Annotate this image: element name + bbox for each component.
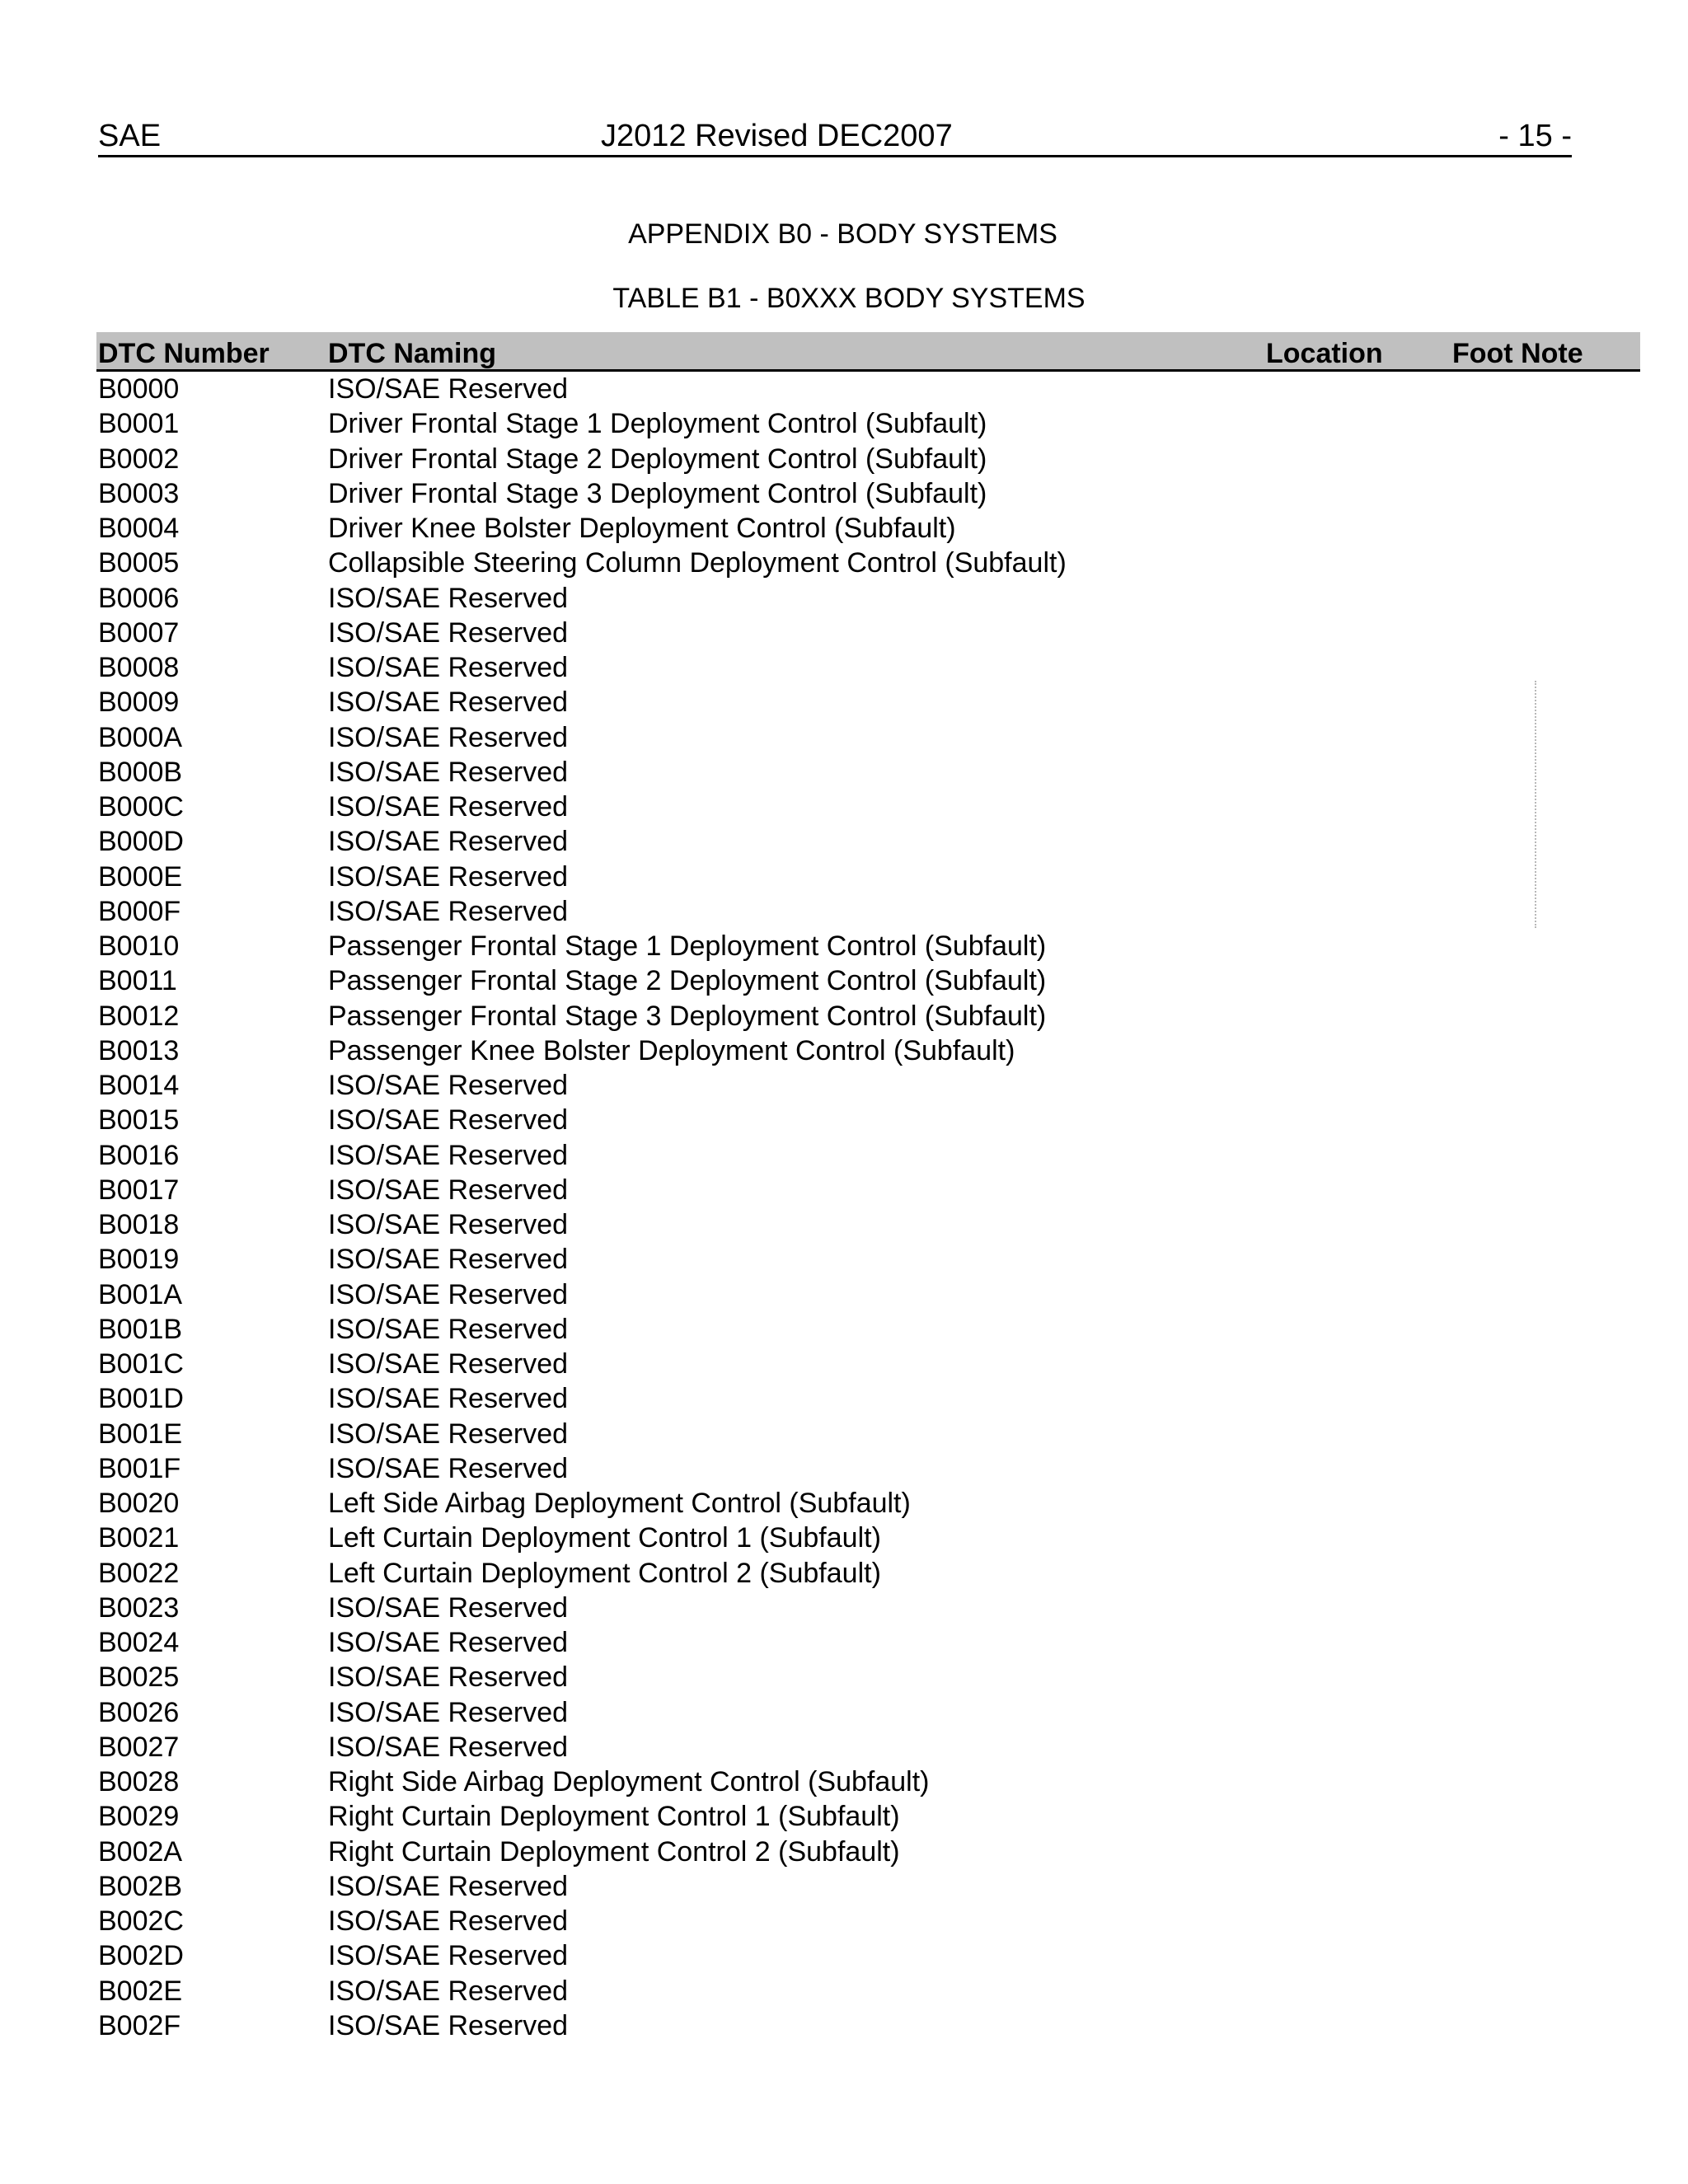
dtc-number-cell: B0021 (98, 1522, 180, 1554)
dtc-naming-cell: ISO/SAE Reserved (328, 1174, 569, 1206)
dtc-number-cell: B000E (98, 860, 183, 893)
dtc-number-cell: B0003 (98, 477, 180, 509)
dtc-number-cell: B0016 (98, 1139, 180, 1171)
column-header-dtc-number: DTC Number (98, 338, 270, 369)
table-row (96, 511, 1640, 546)
dtc-naming-cell: ISO/SAE Reserved (328, 1139, 569, 1171)
dtc-naming-cell: ISO/SAE Reserved (328, 1070, 569, 1101)
table-row (96, 1173, 1640, 1207)
dtc-number-cell: B002A (98, 1835, 183, 1868)
dtc-number-cell: B001D (98, 1383, 184, 1415)
dtc-naming-cell: Left Curtain Deployment Control 2 (Subfault) (328, 1557, 881, 1589)
dtc-number-cell: B001A (98, 1278, 183, 1310)
dtc-number-cell: B0008 (98, 652, 180, 683)
table-row (96, 1417, 1640, 1451)
dtc-naming-cell: ISO/SAE Reserved (328, 652, 569, 683)
table-row (96, 1312, 1640, 1347)
dtc-naming-cell: ISO/SAE Reserved (328, 1313, 569, 1345)
dtc-naming-cell: ISO/SAE Reserved (328, 582, 569, 614)
table-row (96, 999, 1640, 1033)
dtc-number-cell: B002B (98, 1870, 183, 1902)
table-row (96, 894, 1640, 929)
dtc-naming-cell: Driver Frontal Stage 1 Deployment Control (Subfault) (328, 408, 987, 440)
dtc-naming-cell: ISO/SAE Reserved (328, 373, 569, 405)
table-row (96, 442, 1640, 476)
dtc-number-cell: B002D (98, 1940, 184, 1972)
table-row (96, 1033, 1640, 1068)
dtc-naming-cell: ISO/SAE Reserved (328, 1627, 569, 1658)
table-row (96, 1556, 1640, 1591)
dtc-naming-cell: ISO/SAE Reserved (328, 1209, 569, 1240)
dtc-number-cell: B0002 (98, 443, 180, 475)
table-row (96, 1974, 1640, 2008)
table-row (96, 755, 1640, 790)
dtc-naming-cell: Right Curtain Deployment Control 1 (Subfault) (328, 1801, 900, 1833)
table-row (96, 1068, 1640, 1103)
dtc-number-cell: B0009 (98, 687, 180, 719)
dtc-naming-cell: ISO/SAE Reserved (328, 1905, 569, 1937)
table-row (96, 1103, 1640, 1137)
table-row (96, 476, 1640, 511)
header-page-number: - 15 - (1498, 119, 1572, 153)
dtc-naming-cell: ISO/SAE Reserved (328, 721, 569, 753)
table-row (96, 1347, 1640, 1381)
dtc-number-cell: B0028 (98, 1766, 180, 1797)
dtc-number-cell: B0024 (98, 1627, 180, 1658)
dtc-number-cell: B000A (98, 721, 183, 753)
table-row (96, 685, 1640, 719)
table-row (96, 1869, 1640, 1904)
table-row (96, 1242, 1640, 1277)
dtc-number-cell: B000B (98, 756, 183, 788)
dtc-naming-cell: ISO/SAE Reserved (328, 895, 569, 927)
dtc-naming-cell: ISO/SAE Reserved (328, 860, 569, 893)
column-header-dtc-naming: DTC Naming (328, 338, 496, 369)
dtc-number-cell: B001E (98, 1418, 183, 1450)
column-header-location: Location (1266, 338, 1383, 369)
dtc-number-cell: B0012 (98, 1000, 180, 1032)
table-row (96, 581, 1640, 616)
dtc-naming-cell: Driver Frontal Stage 3 Deployment Control (Subfault) (328, 477, 987, 509)
dtc-naming-cell: ISO/SAE Reserved (328, 687, 569, 719)
table-row (96, 1765, 1640, 1799)
dtc-naming-cell: Driver Frontal Stage 2 Deployment Control (Subfault) (328, 443, 987, 475)
appendix-title-text: APPENDIX B0 - BODY SYSTEMS (628, 218, 1057, 250)
dtc-naming-cell: ISO/SAE Reserved (328, 1870, 569, 1902)
dtc-number-cell: B001C (98, 1348, 184, 1380)
dtc-number-cell: B000C (98, 791, 184, 823)
table-row (96, 1904, 1640, 1938)
table-row (96, 1207, 1640, 1242)
scan-artifact (1535, 681, 1541, 928)
dtc-number-cell: B0007 (98, 616, 180, 649)
dtc-number-cell: B0001 (98, 408, 180, 440)
dtc-number-cell: B000D (98, 826, 184, 858)
dtc-naming-cell: Passenger Knee Bolster Deployment Control (Subfault) (328, 1034, 1015, 1066)
table-row (96, 929, 1640, 963)
dtc-number-cell: B0004 (98, 513, 180, 544)
table-body (96, 372, 1640, 2043)
dtc-number-cell: B0011 (98, 965, 177, 997)
dtc-naming-cell: ISO/SAE Reserved (328, 1244, 569, 1276)
dtc-number-cell: B0005 (98, 547, 180, 579)
dtc-naming-cell: Passenger Frontal Stage 2 Deployment Control (Subfault) (328, 965, 1047, 997)
dtc-naming-cell: ISO/SAE Reserved (328, 1661, 569, 1694)
dtc-naming-cell: ISO/SAE Reserved (328, 756, 569, 788)
dtc-naming-cell: ISO/SAE Reserved (328, 1104, 569, 1137)
table-row (96, 1277, 1640, 1312)
dtc-number-cell: B0013 (98, 1034, 180, 1066)
dtc-number-cell: B0006 (98, 582, 180, 614)
dtc-number-cell: B0025 (98, 1661, 180, 1694)
dtc-number-cell: B0020 (98, 1488, 180, 1519)
table-row (96, 406, 1640, 441)
dtc-number-cell: B0023 (98, 1591, 180, 1624)
table-title-text: TABLE B1 - B0XXX BODY SYSTEMS (612, 283, 1085, 314)
table-title (0, 283, 1688, 315)
header-document-id: J2012 Revised DEC2007 (601, 119, 953, 153)
table-row (96, 860, 1640, 894)
table-row (96, 1695, 1640, 1730)
column-header-foot-note: Foot Note (1452, 338, 1583, 369)
dtc-naming-cell: Passenger Frontal Stage 3 Deployment Control (Subfault) (328, 1000, 1047, 1032)
dtc-number-cell: B001B (98, 1313, 183, 1345)
dtc-number-cell: B0014 (98, 1070, 180, 1101)
table-row (96, 1521, 1640, 1555)
table-row (96, 824, 1640, 859)
dtc-naming-cell: ISO/SAE Reserved (328, 1731, 569, 1763)
dtc-naming-cell: ISO/SAE Reserved (328, 826, 569, 858)
dtc-naming-cell: Left Curtain Deployment Control 1 (Subfault) (328, 1522, 881, 1554)
dtc-number-cell: B0000 (98, 373, 180, 405)
dtc-number-cell: B000F (98, 895, 181, 927)
table-row (96, 720, 1640, 755)
dtc-number-cell: B0018 (98, 1209, 180, 1240)
dtc-number-cell: B0022 (98, 1557, 180, 1589)
dtc-number-cell: B002E (98, 1975, 183, 2007)
table-row (96, 616, 1640, 650)
dtc-naming-cell: Right Side Airbag Deployment Control (Subfault) (328, 1766, 930, 1797)
dtc-number-cell: B002F (98, 2009, 181, 2041)
dtc-naming-cell: ISO/SAE Reserved (328, 2009, 569, 2041)
table-row (96, 1381, 1640, 1416)
table-row (96, 1451, 1640, 1486)
table-row (96, 1938, 1640, 1973)
table-row (96, 1625, 1640, 1660)
dtc-naming-cell: Left Side Airbag Deployment Control (Subfault) (328, 1488, 911, 1519)
table-row (96, 790, 1640, 824)
table-row (96, 372, 1640, 406)
table-header-row (96, 332, 1640, 372)
table-row (96, 650, 1640, 685)
dtc-naming-cell: Right Curtain Deployment Control 2 (Subfault) (328, 1835, 900, 1868)
table-row (96, 963, 1640, 998)
appendix-title (0, 218, 1688, 251)
dtc-naming-cell: ISO/SAE Reserved (328, 1452, 569, 1484)
dtc-naming-cell: ISO/SAE Reserved (328, 616, 569, 649)
table-row (96, 1730, 1640, 1765)
dtc-naming-cell: ISO/SAE Reserved (328, 791, 569, 823)
dtc-naming-cell: ISO/SAE Reserved (328, 1278, 569, 1310)
dtc-naming-cell: ISO/SAE Reserved (328, 1383, 569, 1415)
table-row (96, 1591, 1640, 1625)
dtc-naming-cell: ISO/SAE Reserved (328, 1591, 569, 1624)
dtc-naming-cell: Collapsible Steering Column Deployment Control (Subfault) (328, 547, 1067, 579)
dtc-naming-cell: ISO/SAE Reserved (328, 1975, 569, 2007)
table-row (96, 1486, 1640, 1521)
dtc-naming-cell: ISO/SAE Reserved (328, 1348, 569, 1380)
dtc-naming-cell: Passenger Frontal Stage 1 Deployment Control (Subfault) (328, 930, 1047, 962)
dtc-number-cell: B0027 (98, 1731, 180, 1763)
header-publisher: SAE (98, 119, 162, 153)
dtc-number-cell: B0015 (98, 1104, 180, 1137)
table-row (96, 1660, 1640, 1694)
dtc-number-cell: B002C (98, 1905, 184, 1937)
dtc-number-cell: B001F (98, 1452, 181, 1484)
table-row (96, 2008, 1640, 2043)
running-header (98, 115, 1572, 157)
dtc-naming-cell: ISO/SAE Reserved (328, 1940, 569, 1972)
table-row (96, 1799, 1640, 1834)
dtc-number-cell: B0029 (98, 1801, 180, 1833)
dtc-number-cell: B0019 (98, 1244, 180, 1276)
dtc-number-cell: B0026 (98, 1696, 180, 1728)
dtc-number-cell: B0017 (98, 1174, 180, 1206)
dtc-table (96, 332, 1640, 2043)
dtc-naming-cell: Driver Knee Bolster Deployment Control (Subfault) (328, 513, 956, 544)
table-row (96, 1835, 1640, 1869)
table-row (96, 546, 1640, 580)
table-row (96, 1138, 1640, 1173)
dtc-naming-cell: ISO/SAE Reserved (328, 1696, 569, 1728)
dtc-number-cell: B0010 (98, 930, 180, 962)
dtc-naming-cell: ISO/SAE Reserved (328, 1418, 569, 1450)
